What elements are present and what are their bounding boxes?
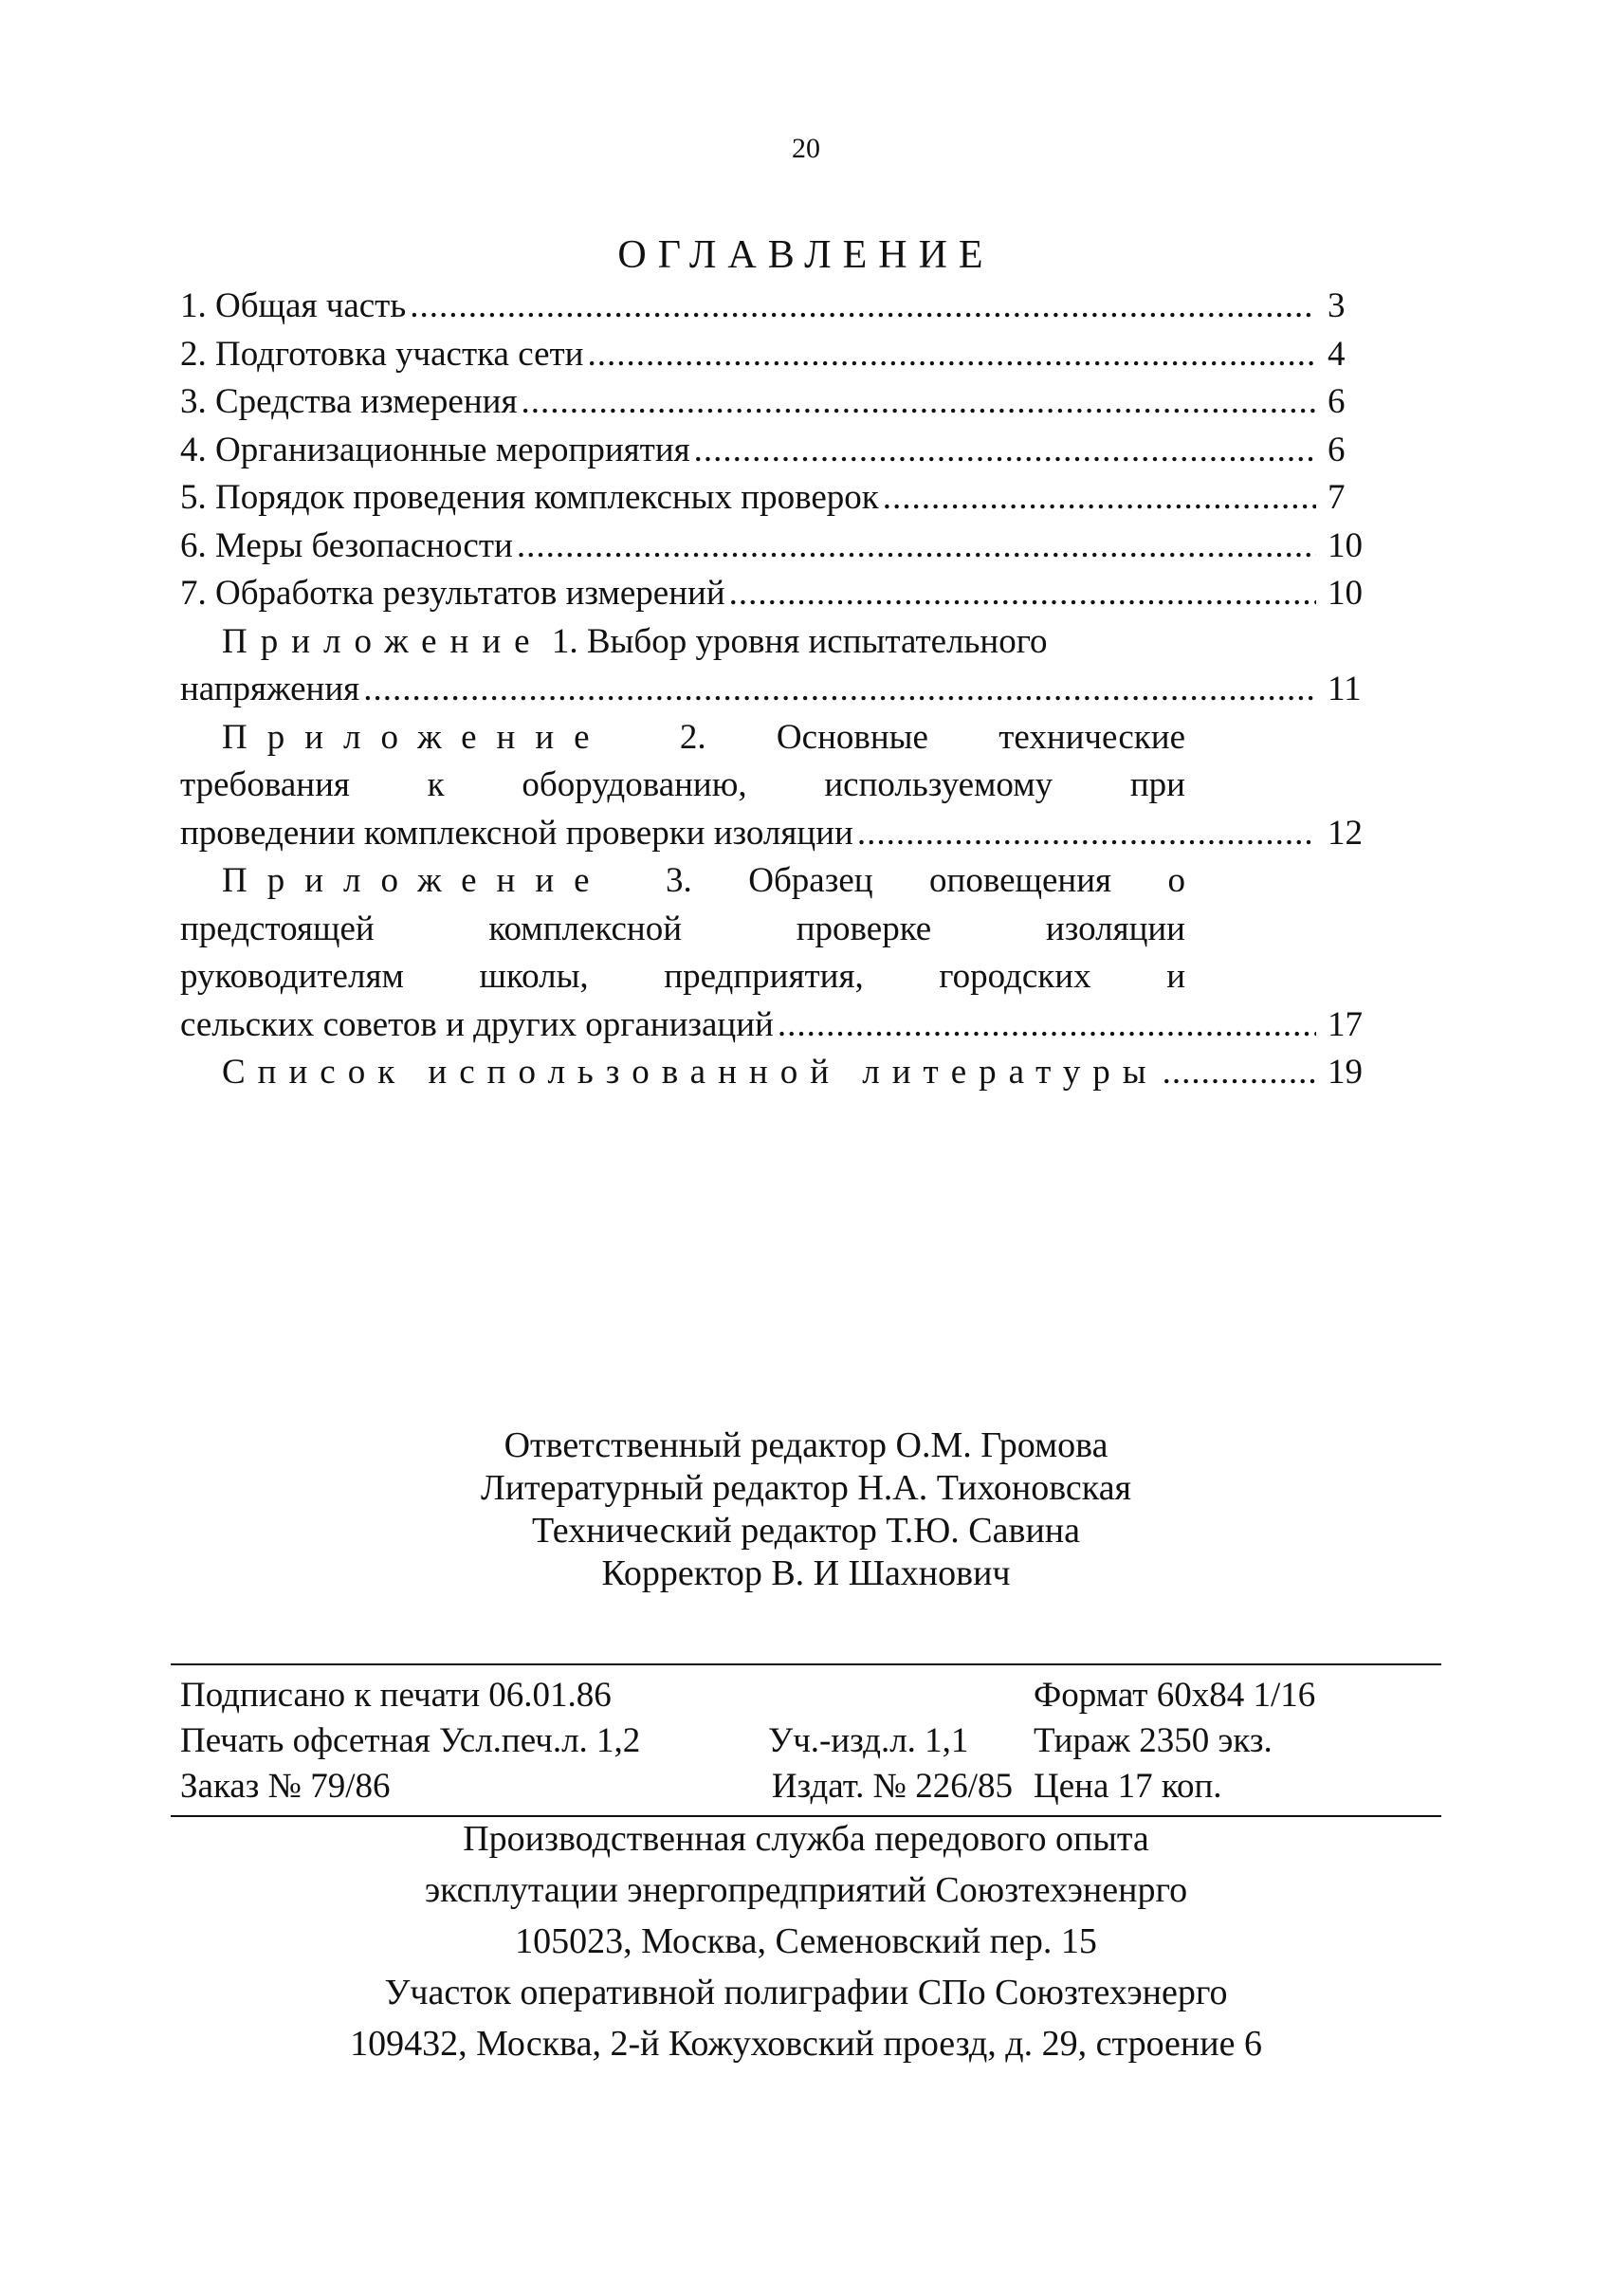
toc-entry [180, 523, 1375, 571]
publisher-address: 105023, Москва, Семеновский пер. 15 [515, 1921, 1097, 1961]
publisher-line: Производственная служба передового опыта [463, 1819, 1149, 1859]
appendix-3-line-2: предстоящей комплексной проверке изоляции [180, 909, 1185, 948]
appendix-title: 3. Образец оповещения о [609, 861, 1185, 900]
format: Формат 60х84 1/16 [1034, 1676, 1316, 1715]
printer-address: 109432, Москва, 2-й Кожуховский проезд, д. 29, строение 6 [350, 2024, 1262, 2064]
printer-line: Участок оперативной полиграфии СПо Союзтехэнерго [384, 1973, 1228, 2012]
toc-entry-title: 4. Организационные мероприятия [180, 430, 690, 469]
print-type: Печать офсетная Усл.печ.л. 1,2 [180, 1721, 641, 1760]
appendix-label: Приложение [222, 861, 610, 900]
toc-entry-title: 3. Средства измерения [180, 382, 518, 421]
toc-entry [180, 283, 1375, 331]
appendix-title-cont: проведении комплексной проверки изоляции [180, 813, 853, 853]
appendix-label: Приложение [222, 717, 610, 757]
leader-dots [694, 427, 1316, 475]
appendix-label: Приложение [222, 621, 543, 661]
toc-entry-page: 10 [1328, 574, 1363, 613]
leader-dots [883, 474, 1316, 523]
toc-entry-page: 6 [1328, 382, 1346, 421]
signed-date: Подписано к печати 06.01.86 [180, 1676, 612, 1715]
imprint-block [171, 1663, 1441, 1817]
leader-dots [517, 523, 1316, 571]
toc-references [180, 1049, 1375, 1097]
circulation: Тираж 2350 экз. [1034, 1721, 1273, 1760]
toc-entry-page: 3 [1328, 286, 1346, 325]
appendix-3-line-1 [180, 857, 1185, 906]
top-rule [171, 1663, 1441, 1665]
price: Цена 17 коп. [1034, 1767, 1222, 1806]
appendix-2-line-1 [180, 714, 1185, 762]
leader-dots [778, 1001, 1316, 1050]
imprint-row [180, 1718, 1315, 1764]
appendix-title-cont: сельских советов и других организаций [180, 1004, 774, 1044]
imprint-row [180, 1673, 1315, 1718]
toc-entry-page: 4 [1328, 334, 1346, 374]
toc-appendix-1 [180, 618, 1375, 714]
toc-entry [180, 378, 1375, 427]
leader-dots [363, 666, 1316, 714]
leader-dots [729, 570, 1316, 618]
toc-entry-title: 1. Общая часть [180, 286, 407, 325]
toc-entry-page: 11 [1328, 670, 1362, 708]
technical-editor: Технический редактор Т.Ю. Савина [531, 1511, 1080, 1551]
toc-entry-title: 6. Меры безопасности [180, 525, 513, 565]
proofreader: Корректор В. И Шахнович [601, 1553, 1011, 1593]
appendix-1-line-2 [180, 666, 1375, 714]
page-number: 20 [792, 133, 820, 164]
publisher-line: эксплутации энергопредприятий Союзтехэненрго [424, 1870, 1188, 1910]
appendix-2-line-2: требования к оборудованию, используемому при [180, 765, 1185, 804]
toc-entry-page: 19 [1328, 1053, 1363, 1092]
toc-entry [180, 331, 1375, 379]
toc-entry [180, 474, 1375, 523]
appendix-3-head [180, 857, 1185, 1001]
toc-appendix-3 [180, 857, 1375, 1049]
appendix-title: 2. Основные технические [609, 717, 1185, 757]
toc-entry-page: 6 [1328, 430, 1346, 469]
imprint-row [180, 1764, 1315, 1809]
responsible-editor: Ответственный редактор О.М. Громова [504, 1425, 1108, 1465]
toc-entry-page: 10 [1328, 525, 1363, 565]
toc-entry [180, 427, 1375, 475]
izdat-number: Издат. № 226/85 [771, 1767, 1013, 1806]
appendix-1-line-1 [180, 618, 1375, 667]
uch-izd: Уч.-изд.л. 1,1 [768, 1721, 969, 1760]
literary-editor: Литературный редактор Н.А. Тихоновская [480, 1468, 1132, 1508]
editorial-credits [0, 1424, 1612, 1595]
leader-dots [521, 378, 1316, 427]
toc-entry-page: 17 [1328, 1004, 1363, 1044]
appendix-2-head [180, 714, 1185, 810]
appendix-3-line-3: руководителям школы, предприятия, городских и [180, 957, 1185, 996]
toc-appendix-2 [180, 714, 1375, 858]
appendix-title-cont: напряжения [180, 670, 360, 708]
toc-entry-title: 7. Обработка результатов измерений [180, 574, 725, 613]
toc-entry-page: 7 [1328, 478, 1346, 517]
leader-dots [1163, 1049, 1316, 1097]
leader-dots [410, 283, 1316, 331]
toc-entry [180, 570, 1375, 618]
leader-dots [857, 810, 1316, 858]
toc-entry-title: 2. Подготовка участка сети [180, 334, 584, 374]
leader-dots [587, 331, 1316, 379]
table-of-contents [180, 283, 1375, 1097]
imprint-table [180, 1673, 1315, 1809]
order-number: Заказ № 79/86 [180, 1767, 391, 1806]
toc-heading: ОГЛАВЛЕНИЕ [617, 233, 995, 277]
publisher-info [0, 1813, 1612, 2069]
appendix-title: 1. Выбор уровня испытательного [542, 621, 1048, 661]
references-title: Список использованной литературы [222, 1053, 1159, 1092]
toc-entry-page: 12 [1328, 813, 1363, 853]
appendix-3-line-4 [180, 1001, 1375, 1050]
toc-entry-title: 5. Порядок проведения комплексных проверок [180, 478, 879, 517]
appendix-2-line-3 [180, 810, 1375, 858]
